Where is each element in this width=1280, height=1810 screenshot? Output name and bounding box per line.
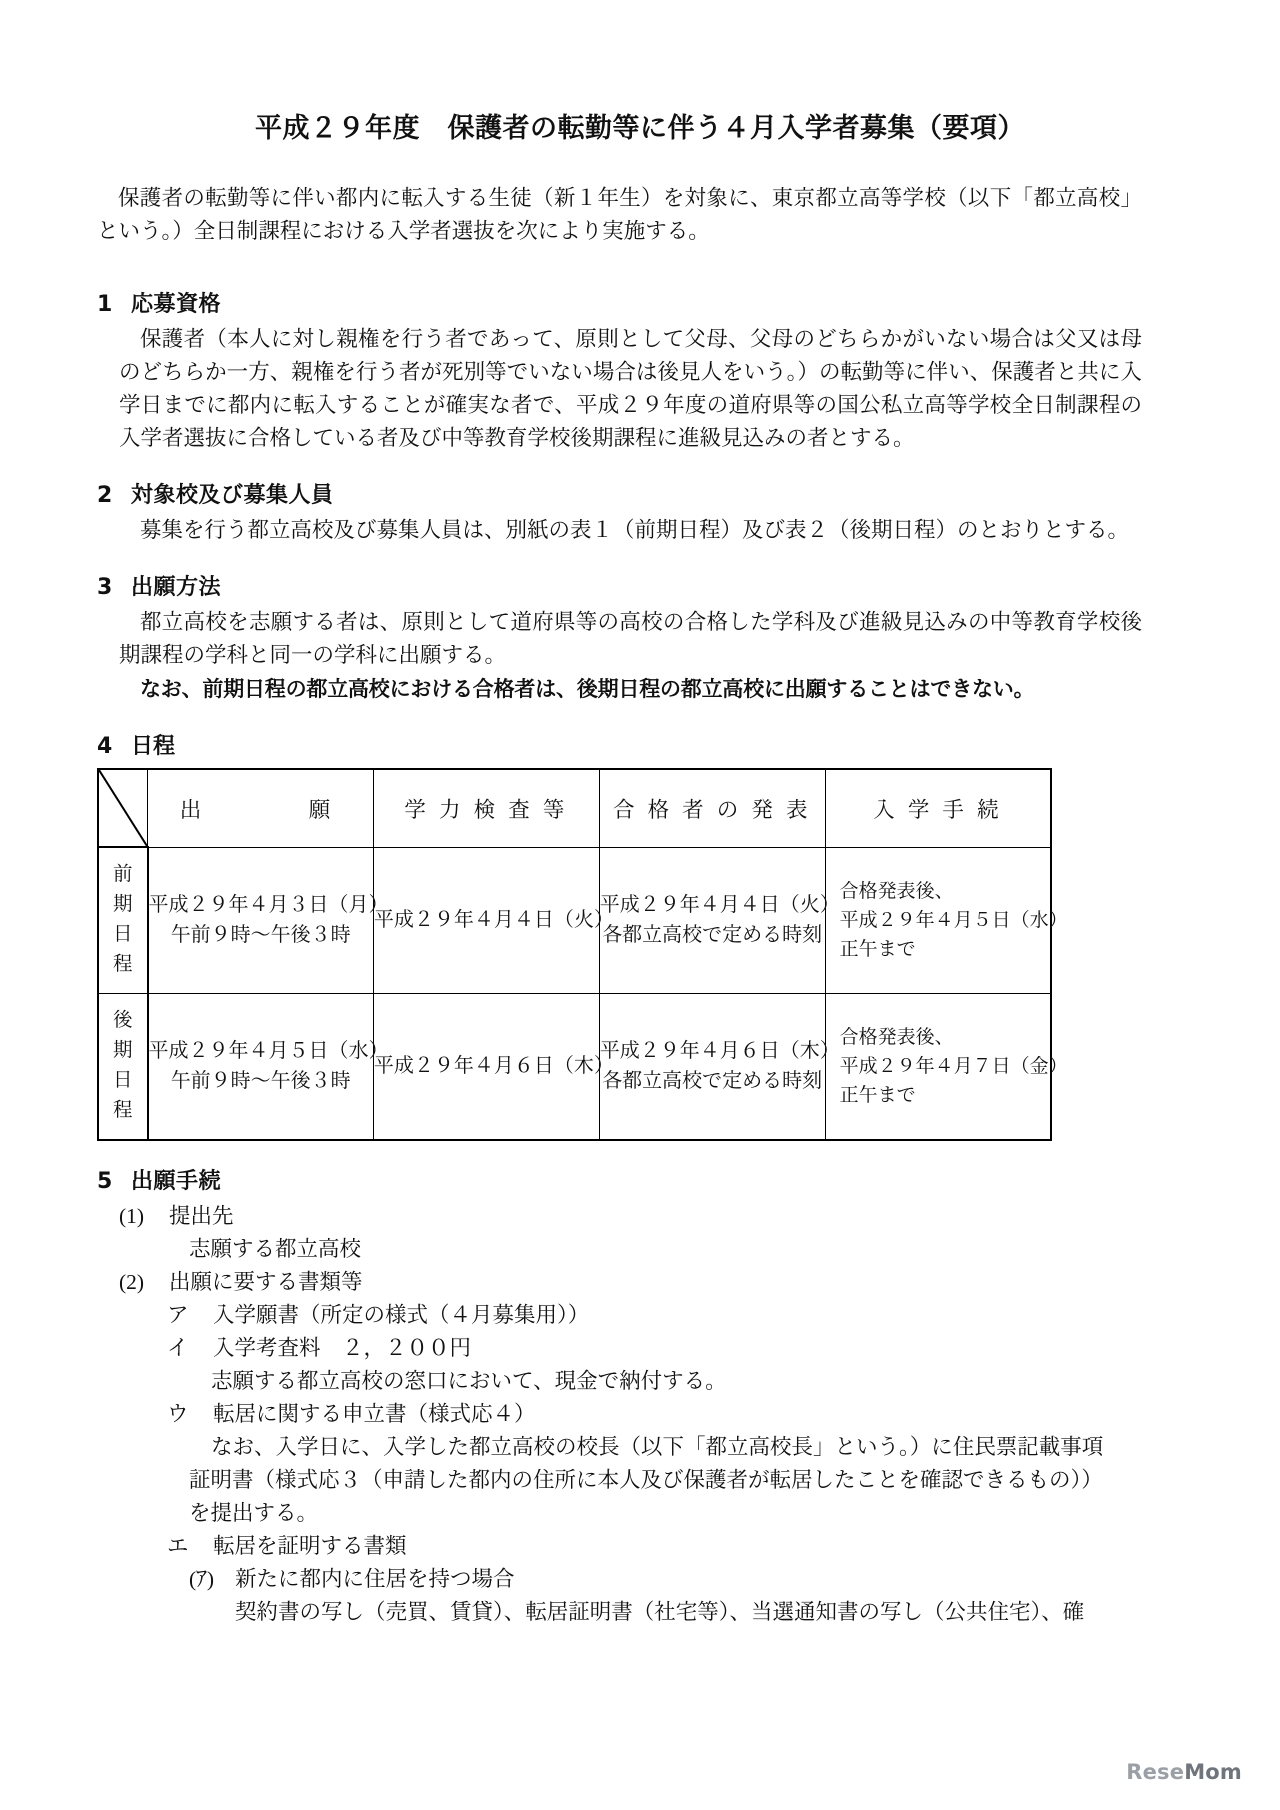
list-marker-e1: (ｱ): [189, 1566, 215, 1591]
watermark-part-1: Rese: [1126, 1760, 1185, 1784]
table-row: [98, 847, 1051, 993]
cell-application-early: [148, 847, 389, 993]
section-1-title: 応募資格: [131, 292, 222, 317]
cell-line: 合格発表後、: [839, 1026, 954, 1048]
list-marker-u: ウ: [167, 1401, 189, 1426]
section-1-heading: [97, 290, 1142, 320]
section-2: [97, 481, 1142, 547]
table-col-announcement: 合 格 者 の 発 表: [599, 769, 825, 847]
list-item-doc-e1: [119, 1563, 1142, 1596]
section-1-body: [97, 323, 1142, 455]
table-header-row: [98, 769, 1051, 847]
section-3-heading: [97, 573, 1142, 603]
section-5-title: 出願手続: [131, 1168, 222, 1194]
section-2-text: 募集を行う都立高校及び募集人員は、別紙の表１（前期日程）及び表２（後期日程）のとおりとする。: [140, 518, 1130, 542]
row-label-char: 日: [112, 1070, 133, 1091]
spacer: [97, 551, 1142, 573]
list-item-doc-e: [119, 1530, 1142, 1563]
list-item-doc-a: [119, 1299, 1142, 1332]
section-3-number: 3: [97, 575, 113, 600]
row-label-char: 期: [112, 894, 133, 916]
list-text-i: 入学考査料 ２，２００円: [213, 1335, 472, 1360]
list-item-doc-i: [119, 1332, 1142, 1365]
table-col-procedure: 入 学 手 続: [825, 769, 1051, 847]
row-label-char: 期: [112, 1040, 133, 1061]
cell-exam-late: [373, 993, 614, 1140]
cell-line: 平成２９年４月７日（金）: [839, 1055, 1068, 1077]
spacer: [97, 1145, 1142, 1167]
section-5-number: 5: [97, 1168, 113, 1194]
resemom-watermark: [1126, 1760, 1242, 1784]
cell-line: 平成２９年４月４日（火）: [599, 894, 840, 916]
section-1-number: 1: [97, 292, 113, 317]
cell-line: 合格発表後、: [839, 880, 954, 902]
section-4-heading: [97, 732, 1142, 762]
cell-announcement-late: [599, 993, 840, 1140]
schedule-table: [97, 768, 1068, 1141]
cell-line: 午前９時〜午後３時: [170, 924, 351, 946]
list-item-required-documents: [119, 1266, 1142, 1299]
section-4-title: 日程: [131, 734, 176, 759]
cell-announcement-early: [599, 847, 840, 993]
cell-line: 平成２９年４月５日（水）: [148, 1040, 389, 1062]
cell-line: 平成２９年４月３日（月）: [148, 894, 389, 916]
list-item-doc-u: [119, 1398, 1142, 1431]
list-marker-i: イ: [167, 1335, 189, 1360]
cell-line: 正午まで: [839, 1084, 916, 1106]
section-3-bold-note: なお、前期日程の都立高校における合格者は、後期日程の都立高校に出願することはできない。: [140, 677, 1035, 701]
cell-line: 平成２９年４月６日（木）: [599, 1040, 840, 1062]
cell-line: 平成２９年４月６日（木）: [373, 1055, 614, 1077]
list-item-doc-u-detail-2: 証明書（様式応３（申請した都内の住所に本人及び保護者が転居したことを確認できるもの））: [189, 1467, 1103, 1492]
list-item-submission-target: [119, 1200, 1142, 1233]
list-item-doc-u-detail-3: を提出する。: [189, 1500, 319, 1525]
row-label-char: 程: [112, 1100, 133, 1121]
page-title: 平成２９年度 保護者の転勤等に伴う４月入学者募集（要項）: [255, 113, 1025, 144]
section-2-number: 2: [97, 483, 113, 508]
row-label-char: 後: [112, 1010, 133, 1031]
cell-application-late: [148, 993, 389, 1140]
table-col-exam: 学 力 検 査 等: [373, 769, 599, 847]
section-5-heading: [97, 1167, 1142, 1197]
section-5: [97, 1167, 1142, 1629]
list-marker: (2): [119, 1269, 145, 1294]
row-label-late: [98, 993, 148, 1140]
list-item-doc-u-detail-1: なお、入学日に、入学した都立高校の校長（以下「都立高校長」という。）に住民票記載事項: [211, 1434, 1104, 1459]
row-label-char: 程: [112, 954, 133, 976]
diagonal-slash-icon: [99, 770, 147, 846]
section-3: [97, 573, 1142, 706]
list-marker-a: ア: [167, 1302, 189, 1327]
section-4-number: 4: [97, 734, 113, 759]
cell-line: 各都立高校で定める時刻: [602, 1070, 823, 1092]
list-text-e: 転居を証明する書類: [213, 1533, 407, 1558]
cell-procedure-late: [825, 993, 1068, 1140]
section-2-body: [97, 514, 1142, 547]
intro-paragraph: 保護者の転勤等に伴い都内に転入する生徒（新１年生）を対象に、東京都立高等学校（以下「都立高校」という。）全日制課程における入学者選抜を次により実施する。: [97, 186, 1142, 243]
list-label: 提出先: [169, 1203, 234, 1228]
list-text-a: 入学願書（所定の様式（４月募集用））: [213, 1302, 590, 1327]
section-3-body: [97, 606, 1142, 706]
document-body: [97, 182, 1142, 1633]
spacer: [97, 459, 1142, 481]
spacer: [97, 710, 1142, 732]
list-text-e1: 新たに都内に住居を持つ場合: [235, 1566, 515, 1591]
table-col-application: 出 願: [148, 769, 374, 847]
cell-line: 各都立高校で定める時刻: [602, 924, 823, 946]
row-label-early: [98, 847, 148, 993]
section-5-list: [97, 1200, 1142, 1629]
cell-procedure-early: [825, 847, 1068, 993]
cell-line: 正午まで: [839, 938, 916, 960]
watermark-part-2: Mom: [1184, 1760, 1242, 1784]
section-1-text: 保護者（本人に対し親権を行う者であって、原則として父母、父母のどちらかがいない場合は父又は母のどちらか一方、親権を行う者が死別等でいない場合は後見人をいう。）の転勤等に伴い、保護者と共に入学日までに都内に転入することが確実な者で、平成２９年度の道府県等の国公私立高等学校全日制課程の入学者選抜に合格している者及び中等教育学校後期課程に進級見込みの者とする。: [119, 327, 1142, 450]
section-2-heading: [97, 481, 1142, 511]
list-marker: (1): [119, 1203, 145, 1228]
section-1: [97, 290, 1142, 455]
table-corner-cell: [98, 769, 148, 847]
section-3-text: 都立高校を志願する者は、原則として道府県等の高校の合格した学科及び進級見込みの中等教育学校後期課程の学科と同一の学科に出願する。: [119, 610, 1142, 667]
list-item-submission-target-detail: 志願する都立高校: [189, 1236, 362, 1261]
list-item-doc-e1-detail: 契約書の写し（売買、賃貸）、転居証明書（社宅等）、当選通知書の写し（公共住宅）、確: [235, 1599, 1085, 1624]
section-2-title: 対象校及び募集人員: [131, 483, 334, 508]
section-3-title: 出願方法: [131, 575, 222, 600]
row-label-char: 日: [112, 924, 133, 946]
cell-exam-early: [373, 847, 614, 993]
section-4: [97, 732, 1142, 1141]
spacer: [97, 274, 1142, 290]
table-row: [98, 993, 1051, 1140]
list-label: 出願に要する書類等: [169, 1269, 363, 1294]
cell-line: 午前９時〜午後３時: [170, 1070, 351, 1092]
list-marker-e: エ: [167, 1533, 189, 1558]
cell-line: 平成２９年４月４日（火）: [373, 909, 614, 931]
list-text-u: 転居に関する申立書（様式応４）: [213, 1401, 536, 1426]
row-label-char: 前: [112, 864, 133, 886]
cell-line: 平成２９年４月５日（水）: [839, 909, 1068, 931]
list-item-doc-i-detail: 志願する都立高校の窓口において、現金で納付する。: [211, 1368, 727, 1393]
